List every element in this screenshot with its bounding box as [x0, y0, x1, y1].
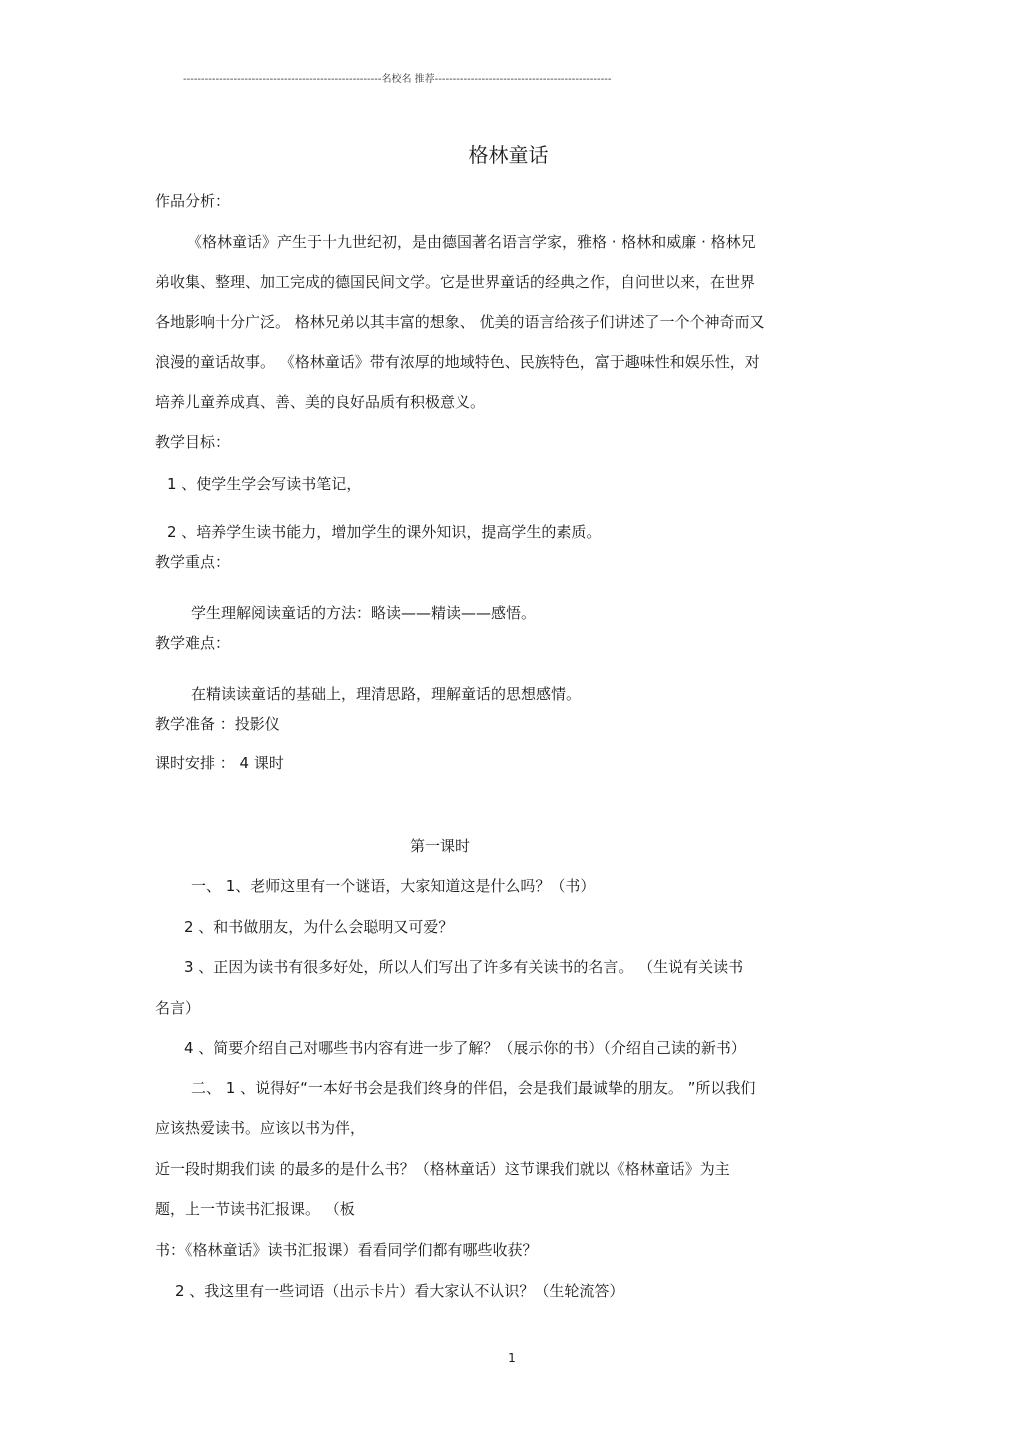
difficulty-heading: 教学难点： — [155, 634, 231, 652]
difficulty-text: 在精读读童话的基础上，理清思路，理解童话的思想感情。 — [191, 685, 582, 703]
teaching-preparation: 教学准备 ：投影仪 — [155, 715, 280, 733]
lesson-paragraph-2: 2 、和书做朋友，为什么会聪明又可爱？ — [184, 918, 454, 936]
lesson-paragraph-3: 3 、正因为读书有很多好处，所以人们写出了许多有关读书的名言。 （生说有关读书 — [184, 958, 744, 976]
lesson-title: 第一课时 — [410, 837, 471, 855]
document-title: 格林童话 — [468, 143, 549, 167]
analysis-paragraph-line-3: 各地影响十分广泛。 格林兄弟以其丰富的想象、 优美的语言给孩子们讲述了一个个神奇而又 — [155, 313, 765, 331]
analysis-heading: 作品分析： — [155, 192, 231, 210]
lesson-paragraph-1: 一、 1、老师这里有一个谜语，大家知道这是什么吗？（书） — [191, 877, 596, 895]
analysis-paragraph-line-1: 《格林童话》产生于十九世纪初，是由德国著名语言学家，雅格 · 格林和威廉 · 格林兄 — [187, 233, 756, 251]
lesson-paragraph-7: 2 、我这里有一些词语（出示卡片）看大家认不认识？（生轮流答） — [175, 1282, 625, 1300]
lesson-paragraph-4: 4 、简要介绍自己对哪些书内容有进一步了解？（展示你的书）（介绍自己读的新书） — [184, 1039, 746, 1057]
goal-item-2: 2 、培养学生读书能力，增加学生的课外知识，提高学生的素质。 — [167, 523, 602, 541]
lesson-paragraph-6-continued: 题，上一节读书汇报课。 （板 — [155, 1200, 355, 1218]
lesson-paragraph-6: 近一段时期我们读 的最多的是什么书？（格林童话）这节课我们就以《格林童话》为主 — [155, 1160, 730, 1178]
goal-item-1: 1 、使学生学会写读书笔记， — [167, 475, 362, 493]
analysis-paragraph-line-4: 浪漫的童话故事。 《格林童话》带有浓厚的地域特色、民族特色，富于趣味性和娱乐性，对 — [155, 353, 760, 371]
page-number: 1 — [508, 1351, 516, 1365]
analysis-paragraph-line-5: 培养儿童养成真、善、美的良好品质有积极意义。 — [155, 393, 486, 411]
lesson-paragraph-5-continued: 应该热爱读书。应该以书为伴， — [155, 1119, 366, 1137]
goals-heading: 教学目标： — [155, 433, 231, 451]
page-header: -------------------------------------------------------名校名 推荐------------------------------------------------- — [183, 74, 612, 85]
focus-text: 学生理解阅读童话的方法：略读——精读——感悟。 — [191, 604, 537, 622]
analysis-paragraph-line-2: 弟收集、整理、加工完成的德国民间文学。它是世界童话的经典之作，自问世以来，在世界 — [155, 273, 756, 291]
focus-heading: 教学重点： — [155, 553, 231, 571]
lesson-paragraph-5: 二、 1 、说得好“一本好书会是我们终身的伴侣，会是我们最诚挚的朋友。 ”所以我们 — [191, 1079, 756, 1097]
lesson-paragraph-6-continued-2: 书：《格林童话》读书汇报课）看看同学们都有哪些收获？ — [155, 1241, 538, 1259]
lesson-paragraph-3-continued: 名言） — [155, 999, 201, 1017]
class-schedule: 课时安排 ： 4 课时 — [155, 754, 284, 772]
